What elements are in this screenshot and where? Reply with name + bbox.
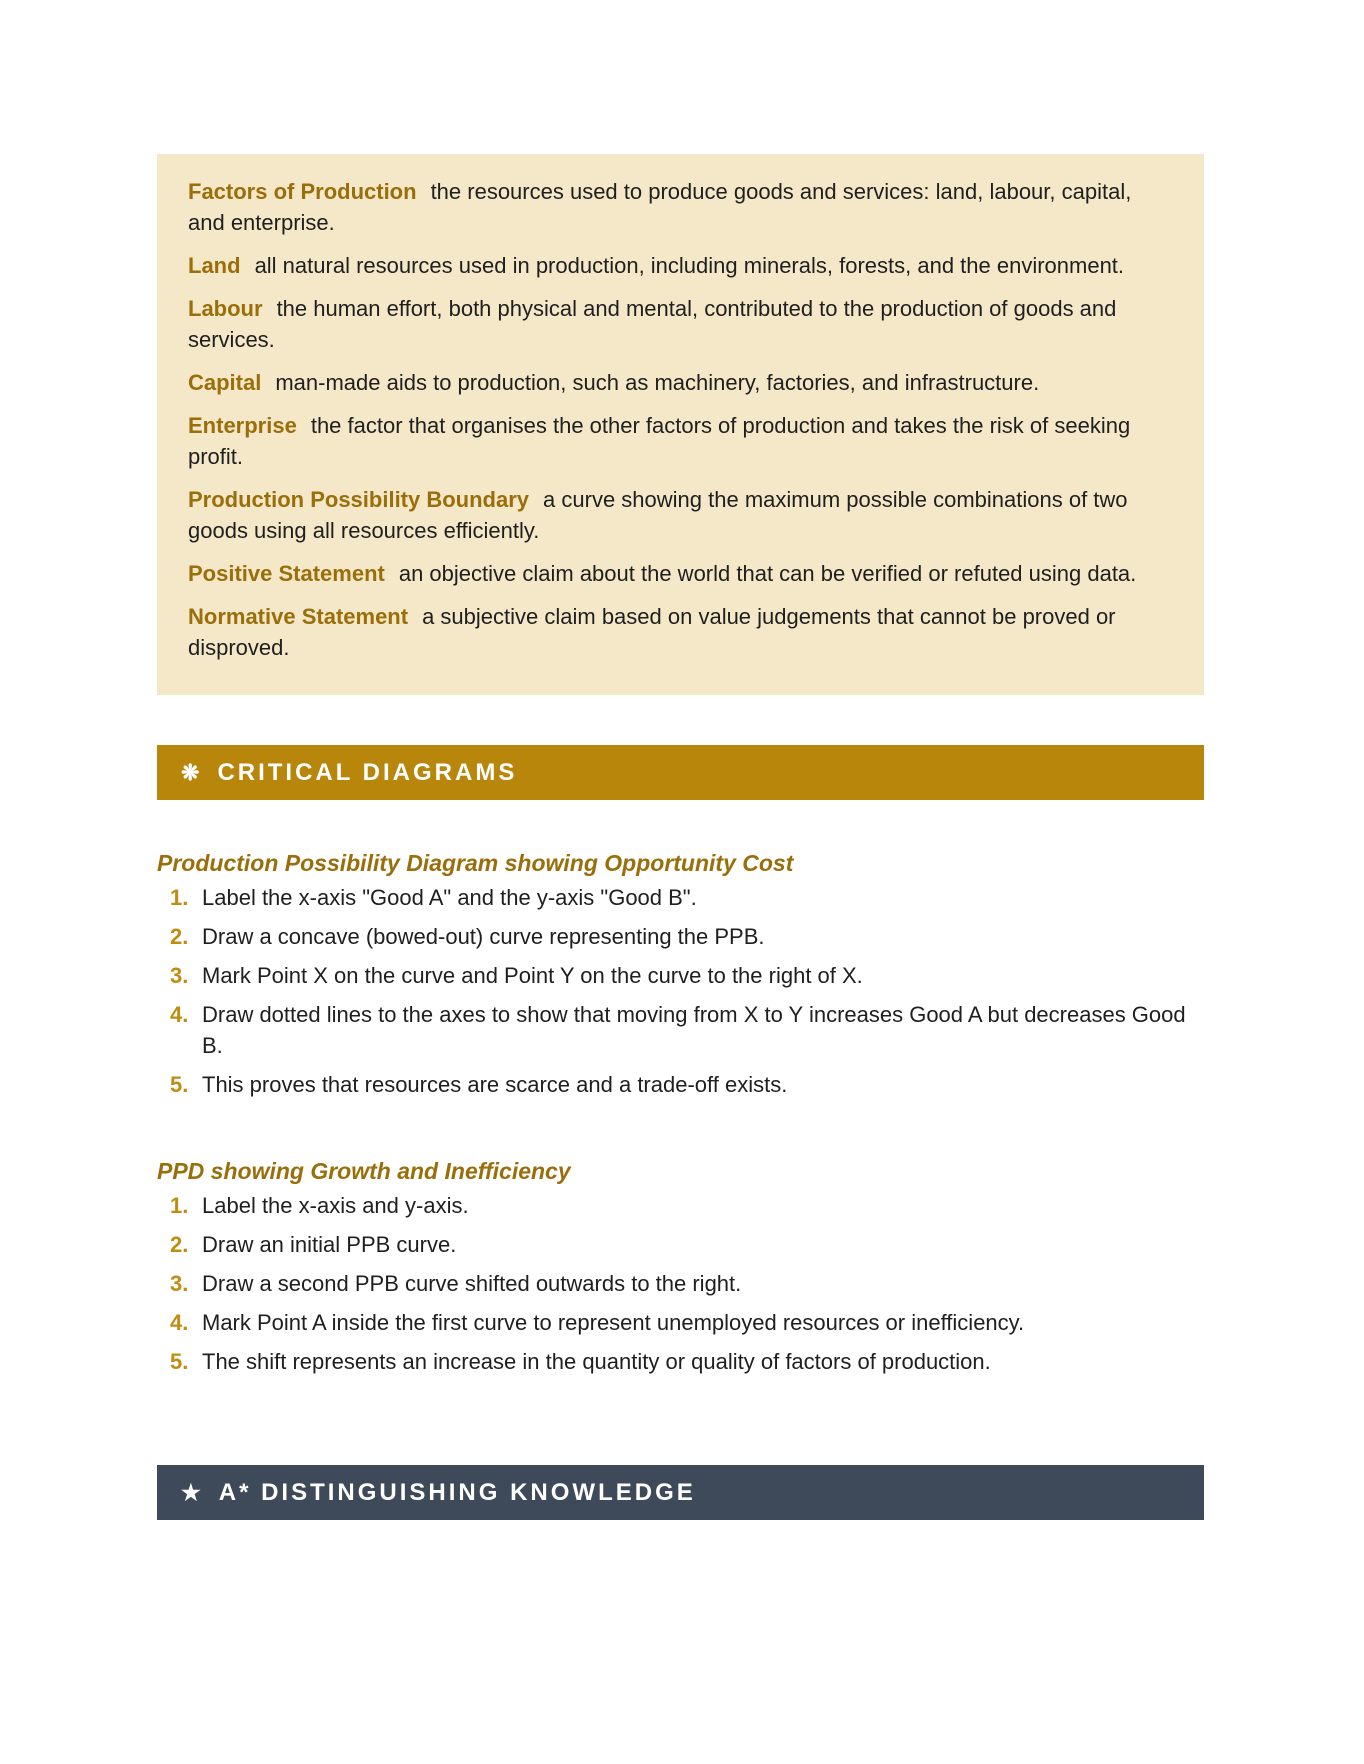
definition-item (188, 293, 1170, 355)
asterisk-flower-icon: ❋ (181, 759, 200, 785)
page (157, 154, 1204, 1520)
list-item (170, 999, 1204, 1061)
step-number: 4. (170, 1002, 189, 1027)
step-text: Mark Point A inside the first curve to represent unemployed resources or inefficiency. (202, 1310, 1025, 1335)
definition-text: an objective claim about the world that can be verified or refuted using data. (398, 561, 1137, 586)
diagram-section (157, 1156, 1204, 1377)
banner-label: A* DISTINGUISHING KNOWLEDGE (218, 1478, 696, 1506)
definition-term: Enterprise (188, 413, 297, 438)
definition-item (188, 176, 1170, 238)
definition-item (188, 601, 1170, 663)
star-icon: ★ (181, 1479, 201, 1505)
distinguishing-knowledge-banner (157, 1465, 1204, 1520)
step-number: 4. (170, 1310, 189, 1335)
definitions-box (157, 154, 1204, 695)
step-text: Label the x-axis "Good A" and the y-axis "Good B". (202, 885, 697, 910)
diagram-section (157, 848, 1204, 1100)
step-text: Draw an initial PPB curve. (202, 1232, 457, 1257)
definition-term: Factors of Production (188, 179, 417, 204)
definition-text: man-made aids to production, such as machinery, factories, and infrastructure. (275, 370, 1040, 395)
definition-item (188, 367, 1170, 398)
definition-item (188, 558, 1170, 589)
definition-term: Production Possibility Boundary (188, 487, 530, 512)
step-text: The shift represents an increase in the quantity or quality of factors of production. (202, 1349, 991, 1374)
step-number: 5. (170, 1072, 189, 1097)
list-item (170, 1346, 1204, 1377)
step-number: 2. (170, 1232, 189, 1257)
definition-term: Labour (188, 296, 263, 321)
list-item (170, 1190, 1204, 1221)
step-text: This proves that resources are scarce and a trade-off exists. (202, 1072, 788, 1097)
diagram-title: PPD showing Growth and Inefficiency (157, 1158, 571, 1184)
step-number: 3. (170, 1271, 189, 1296)
definition-term: Positive Statement (188, 561, 385, 586)
list-item (170, 1268, 1204, 1299)
step-list (157, 1190, 1204, 1377)
definition-term: Land (188, 253, 241, 278)
step-list (157, 882, 1204, 1100)
critical-diagrams-banner (157, 745, 1204, 800)
step-text: Label the x-axis and y-axis. (202, 1193, 469, 1218)
definition-text: the resources used to produce goods and services: land, labour, capital, and enterprise. (188, 179, 1132, 235)
definition-text: the factor that organises the other factors of production and takes the risk of seeking profit. (188, 413, 1131, 469)
step-number: 2. (170, 924, 189, 949)
step-text: Draw dotted lines to the axes to show that moving from X to Y increases Good A but decreases Good B. (202, 1002, 1186, 1058)
definition-text: a subjective claim based on value judgements that cannot be proved or disproved. (188, 604, 1116, 660)
step-number: 3. (170, 963, 189, 988)
definition-item (188, 484, 1170, 546)
list-item (170, 960, 1204, 991)
list-item (170, 1307, 1204, 1338)
list-item (170, 1229, 1204, 1260)
definition-item (188, 250, 1170, 281)
step-text: Draw a second PPB curve shifted outwards to the right. (202, 1271, 742, 1296)
list-item (170, 1069, 1204, 1100)
list-item (170, 882, 1204, 913)
step-text: Mark Point X on the curve and Point Y on the curve to the right of X. (202, 963, 863, 988)
step-number: 1. (170, 1193, 189, 1218)
step-text: Draw a concave (bowed-out) curve representing the PPB. (202, 924, 765, 949)
definition-text: all natural resources used in production, including minerals, forests, and the environment. (254, 253, 1125, 278)
banner-label: CRITICAL DIAGRAMS (217, 758, 518, 786)
definition-term: Capital (188, 370, 262, 395)
definition-term: Normative Statement (188, 604, 409, 629)
definition-text: the human effort, both physical and mental, contributed to the production of goods and services. (188, 296, 1117, 352)
step-number: 1. (170, 885, 189, 910)
list-item (170, 921, 1204, 952)
definition-item (188, 410, 1170, 472)
step-number: 5. (170, 1349, 189, 1374)
definition-text: a curve showing the maximum possible combinations of two goods using all resources efficiently. (188, 487, 1128, 543)
diagram-title: Production Possibility Diagram showing Opportunity Cost (157, 850, 794, 876)
